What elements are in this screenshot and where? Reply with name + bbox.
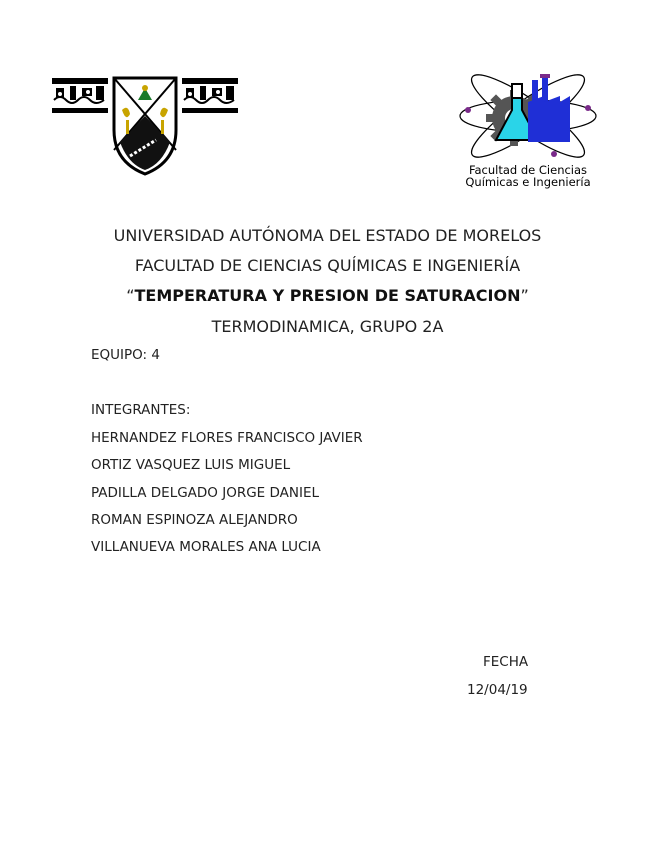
right-ornament-band [182,78,238,113]
university-emblem [50,70,240,180]
course-name: TERMODINAMICA, GRUPO 2A [211,317,444,336]
logo-caption-line1: Facultad de Ciencias [468,163,588,177]
shield-icon [114,78,176,174]
title-close-quote: ” [520,286,529,305]
faculty-logo [444,70,612,196]
left-ornament-band [52,78,108,113]
team-number: EQUIPO: 4 [91,347,160,363]
date-value: 12/04/19 [467,682,528,698]
faculty-name: FACULTAD DE CIENCIAS QUÍMICAS E INGENIERÍA [134,256,521,275]
title-text: TEMPERATURA Y PRESION DE SATURACION [134,286,521,305]
title-open-quote: “ [126,286,135,305]
member-list [91,430,363,566]
list-item: HERNANDEZ FLORES FRANCISCO JAVIER [91,430,363,446]
members-label: INTEGRANTES: [91,402,191,418]
list-item: ROMAN ESPINOZA ALEJANDRO [91,511,298,528]
date-label: FECHA [483,654,529,670]
document-title [0,286,655,305]
university-name: UNIVERSIDAD AUTÓNOMA DEL ESTADO DE MORELOS [113,226,542,245]
list-item: PADILLA DELGADO JORGE DANIEL [91,484,320,501]
list-item: ORTIZ VASQUEZ LUIS MIGUEL [91,457,291,474]
list-item: VILLANUEVA MORALES ANA LUCIA [91,539,321,556]
logo-caption-line2: Químicas e Ingeniería [465,175,591,189]
